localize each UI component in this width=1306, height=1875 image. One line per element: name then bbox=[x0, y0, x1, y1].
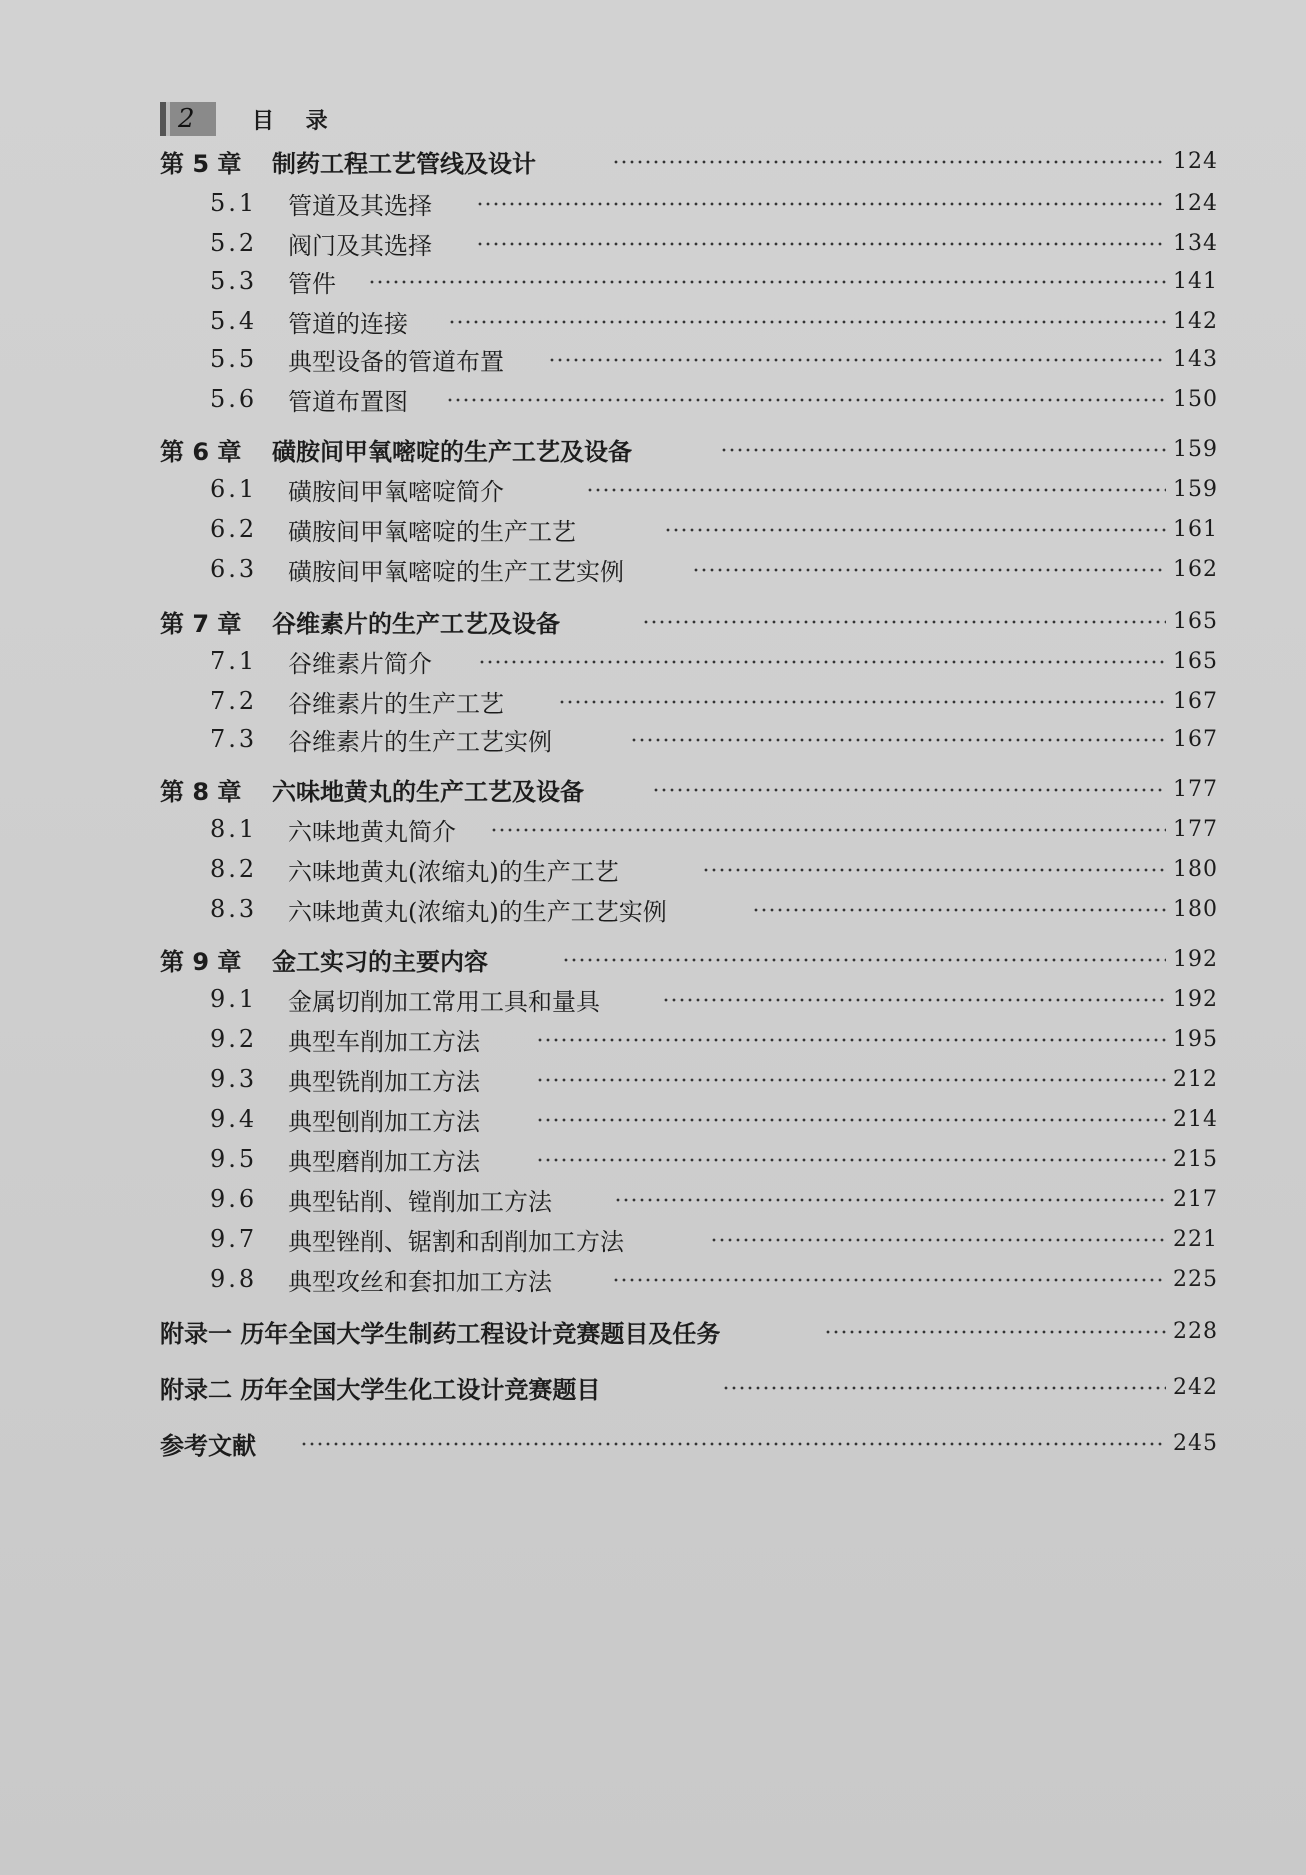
toc-title: 典型攻丝和套扣加工方法 bbox=[288, 1267, 552, 1296]
leader-dots bbox=[300, 1442, 1166, 1446]
toc-title: 管道及其选择 bbox=[288, 191, 432, 220]
toc-page-number: 192 bbox=[1173, 986, 1218, 1012]
leader-dots bbox=[368, 280, 1166, 284]
toc-title: 六味地黄丸的生产工艺及设备 bbox=[272, 777, 584, 806]
page-number-badge: 2 bbox=[160, 102, 216, 136]
toc-title: 六味地黄丸(浓缩丸)的生产工艺实例 bbox=[288, 897, 667, 926]
toc-page-number: 159 bbox=[1173, 476, 1218, 502]
leader-dots bbox=[662, 998, 1166, 1002]
toc-number: 9.8 bbox=[210, 1265, 258, 1293]
toc-page-number: 165 bbox=[1173, 648, 1218, 674]
toc-appendix bbox=[0, 1426, 1306, 1460]
leader-dots bbox=[548, 358, 1166, 362]
toc-number: 9.4 bbox=[210, 1105, 258, 1133]
toc-number: 8.2 bbox=[210, 855, 258, 883]
toc-number: 第 9 章 bbox=[160, 947, 242, 976]
toc-title: 管道的连接 bbox=[288, 309, 408, 338]
toc-number: 6.1 bbox=[210, 475, 258, 503]
toc-page-number: 177 bbox=[1173, 816, 1218, 842]
toc-page-number: 142 bbox=[1173, 308, 1218, 334]
toc-number: 9.7 bbox=[210, 1225, 258, 1253]
toc-section bbox=[0, 722, 1306, 756]
header-title: 目 录 bbox=[252, 108, 340, 134]
toc-title: 典型设备的管道布置 bbox=[288, 347, 504, 376]
toc-section bbox=[0, 264, 1306, 298]
toc-page-number: 143 bbox=[1173, 346, 1218, 372]
toc-number: 9.3 bbox=[210, 1065, 258, 1093]
toc-title: 附录二 历年全国大学生化工设计竞赛题目 bbox=[160, 1375, 601, 1404]
toc-title: 附录一 历年全国大学生制药工程设计竞赛题目及任务 bbox=[160, 1319, 721, 1348]
toc-number: 5.6 bbox=[210, 385, 258, 413]
toc-section bbox=[0, 1262, 1306, 1296]
toc-title: 谷维素片的生产工艺 bbox=[288, 689, 504, 718]
toc-title: 谷维素片简介 bbox=[288, 649, 432, 678]
toc-title: 阀门及其选择 bbox=[288, 231, 432, 260]
leader-dots bbox=[476, 242, 1166, 246]
toc-title: 典型刨削加工方法 bbox=[288, 1107, 480, 1136]
toc-page-number: 161 bbox=[1173, 516, 1218, 542]
toc-number: 7.1 bbox=[210, 647, 258, 675]
toc-page-number: 192 bbox=[1173, 946, 1218, 972]
toc-title: 磺胺间甲氧嘧啶的生产工艺 bbox=[288, 517, 576, 546]
toc-page-number: 124 bbox=[1173, 190, 1218, 216]
leader-dots bbox=[614, 1198, 1166, 1202]
toc-page-number: 228 bbox=[1173, 1318, 1218, 1344]
toc-section bbox=[0, 892, 1306, 926]
leader-dots bbox=[478, 660, 1166, 664]
toc-chapter bbox=[0, 604, 1306, 638]
running-header bbox=[160, 102, 340, 136]
leader-dots bbox=[710, 1238, 1166, 1242]
toc-page-number: 217 bbox=[1173, 1186, 1218, 1212]
leader-dots bbox=[642, 620, 1166, 624]
leader-dots bbox=[490, 828, 1166, 832]
toc-number: 9.1 bbox=[210, 985, 258, 1013]
toc-section bbox=[0, 472, 1306, 506]
toc-page-number: 180 bbox=[1173, 896, 1218, 922]
leader-dots bbox=[536, 1158, 1166, 1162]
toc-section bbox=[0, 684, 1306, 718]
toc-number: 5.4 bbox=[210, 307, 258, 335]
toc-number: 7.2 bbox=[210, 687, 258, 715]
toc-page-number: 221 bbox=[1173, 1226, 1218, 1252]
toc-chapter bbox=[0, 432, 1306, 466]
toc-section bbox=[0, 304, 1306, 338]
leader-dots bbox=[720, 448, 1166, 452]
toc-page-number: 159 bbox=[1173, 436, 1218, 462]
toc-title: 制药工程工艺管线及设计 bbox=[272, 149, 536, 178]
leader-dots bbox=[702, 868, 1166, 872]
toc-page-number: 134 bbox=[1173, 230, 1218, 256]
toc-page-number: 214 bbox=[1173, 1106, 1218, 1132]
toc-page-number: 195 bbox=[1173, 1026, 1218, 1052]
toc-number: 7.3 bbox=[210, 725, 258, 753]
leader-dots bbox=[612, 1278, 1166, 1282]
toc-chapter bbox=[0, 772, 1306, 806]
toc-page-number: 165 bbox=[1173, 608, 1218, 634]
toc-page-number: 180 bbox=[1173, 856, 1218, 882]
leader-dots bbox=[536, 1038, 1166, 1042]
toc-section bbox=[0, 552, 1306, 586]
toc-page-number: 242 bbox=[1173, 1374, 1218, 1400]
toc-title: 磺胺间甲氧嘧啶的生产工艺及设备 bbox=[272, 437, 632, 466]
toc-title: 金属切削加工常用工具和量具 bbox=[288, 987, 600, 1016]
toc-title: 六味地黄丸简介 bbox=[288, 817, 456, 846]
toc-section bbox=[0, 982, 1306, 1016]
toc-number: 8.3 bbox=[210, 895, 258, 923]
toc-section bbox=[0, 644, 1306, 678]
toc-page-number: 162 bbox=[1173, 556, 1218, 582]
toc-page-number: 124 bbox=[1173, 148, 1218, 174]
toc-number: 9.6 bbox=[210, 1185, 258, 1213]
leader-dots bbox=[448, 320, 1166, 324]
toc-title: 管道布置图 bbox=[288, 387, 408, 416]
toc-section bbox=[0, 186, 1306, 220]
toc-number: 第 5 章 bbox=[160, 149, 242, 178]
toc-title: 典型锉削、锯割和刮削加工方法 bbox=[288, 1227, 624, 1256]
toc-page-number: 177 bbox=[1173, 776, 1218, 802]
toc-title: 典型磨削加工方法 bbox=[288, 1147, 480, 1176]
leader-dots bbox=[562, 958, 1166, 962]
toc-section bbox=[0, 1102, 1306, 1136]
toc-section bbox=[0, 512, 1306, 546]
toc-number: 5.1 bbox=[210, 189, 258, 217]
toc-section bbox=[0, 812, 1306, 846]
toc-number: 5.2 bbox=[210, 229, 258, 257]
toc-chapter bbox=[0, 144, 1306, 178]
toc-page-number: 167 bbox=[1173, 688, 1218, 714]
toc-number: 第 6 章 bbox=[160, 437, 242, 466]
toc-title: 六味地黄丸(浓缩丸)的生产工艺 bbox=[288, 857, 619, 886]
toc-number: 5.5 bbox=[210, 345, 258, 373]
toc-page-number: 245 bbox=[1173, 1430, 1218, 1456]
toc-section bbox=[0, 1142, 1306, 1176]
leader-dots bbox=[752, 908, 1166, 912]
leader-dots bbox=[824, 1330, 1166, 1334]
toc-page-number: 141 bbox=[1173, 268, 1218, 294]
leader-dots bbox=[536, 1078, 1166, 1082]
toc-section bbox=[0, 852, 1306, 886]
leader-dots bbox=[612, 160, 1166, 164]
toc-section bbox=[0, 342, 1306, 376]
toc-number: 第 8 章 bbox=[160, 777, 242, 806]
toc-title: 参考文献 bbox=[160, 1431, 256, 1460]
toc-title: 管件 bbox=[288, 269, 336, 298]
leader-dots bbox=[536, 1118, 1166, 1122]
toc-title: 典型钻削、镗削加工方法 bbox=[288, 1187, 552, 1216]
toc-page-number: 150 bbox=[1173, 386, 1218, 412]
toc-title: 典型铣削加工方法 bbox=[288, 1067, 480, 1096]
toc-section bbox=[0, 226, 1306, 260]
toc-section bbox=[0, 1062, 1306, 1096]
toc-number: 9.2 bbox=[210, 1025, 258, 1053]
toc-title: 谷维素片的生产工艺及设备 bbox=[272, 609, 560, 638]
toc-appendix bbox=[0, 1370, 1306, 1404]
leader-dots bbox=[722, 1386, 1166, 1390]
toc-number: 6.3 bbox=[210, 555, 258, 583]
toc-title: 典型车削加工方法 bbox=[288, 1027, 480, 1056]
toc-number: 9.5 bbox=[210, 1145, 258, 1173]
leader-dots bbox=[664, 528, 1166, 532]
toc-page-number: 212 bbox=[1173, 1066, 1218, 1092]
toc-title: 磺胺间甲氧嘧啶简介 bbox=[288, 477, 504, 506]
toc-number: 第 7 章 bbox=[160, 609, 242, 638]
toc-chapter bbox=[0, 942, 1306, 976]
toc-number: 5.3 bbox=[210, 267, 258, 295]
toc-title: 谷维素片的生产工艺实例 bbox=[288, 727, 552, 756]
toc-title: 金工实习的主要内容 bbox=[272, 947, 488, 976]
toc-section bbox=[0, 382, 1306, 416]
leader-dots bbox=[558, 700, 1166, 704]
toc-section bbox=[0, 1022, 1306, 1056]
toc-appendix bbox=[0, 1314, 1306, 1348]
toc-section bbox=[0, 1222, 1306, 1256]
toc-number: 6.2 bbox=[210, 515, 258, 543]
toc-page-number: 215 bbox=[1173, 1146, 1218, 1172]
leader-dots bbox=[476, 202, 1166, 206]
toc-section bbox=[0, 1182, 1306, 1216]
toc-title: 磺胺间甲氧嘧啶的生产工艺实例 bbox=[288, 557, 624, 586]
toc-page-number: 225 bbox=[1173, 1266, 1218, 1292]
leader-dots bbox=[652, 788, 1166, 792]
leader-dots bbox=[446, 398, 1166, 402]
leader-dots bbox=[692, 568, 1166, 572]
leader-dots bbox=[586, 488, 1166, 492]
toc-number: 8.1 bbox=[210, 815, 258, 843]
leader-dots bbox=[630, 738, 1166, 742]
toc-page-number: 167 bbox=[1173, 726, 1218, 752]
